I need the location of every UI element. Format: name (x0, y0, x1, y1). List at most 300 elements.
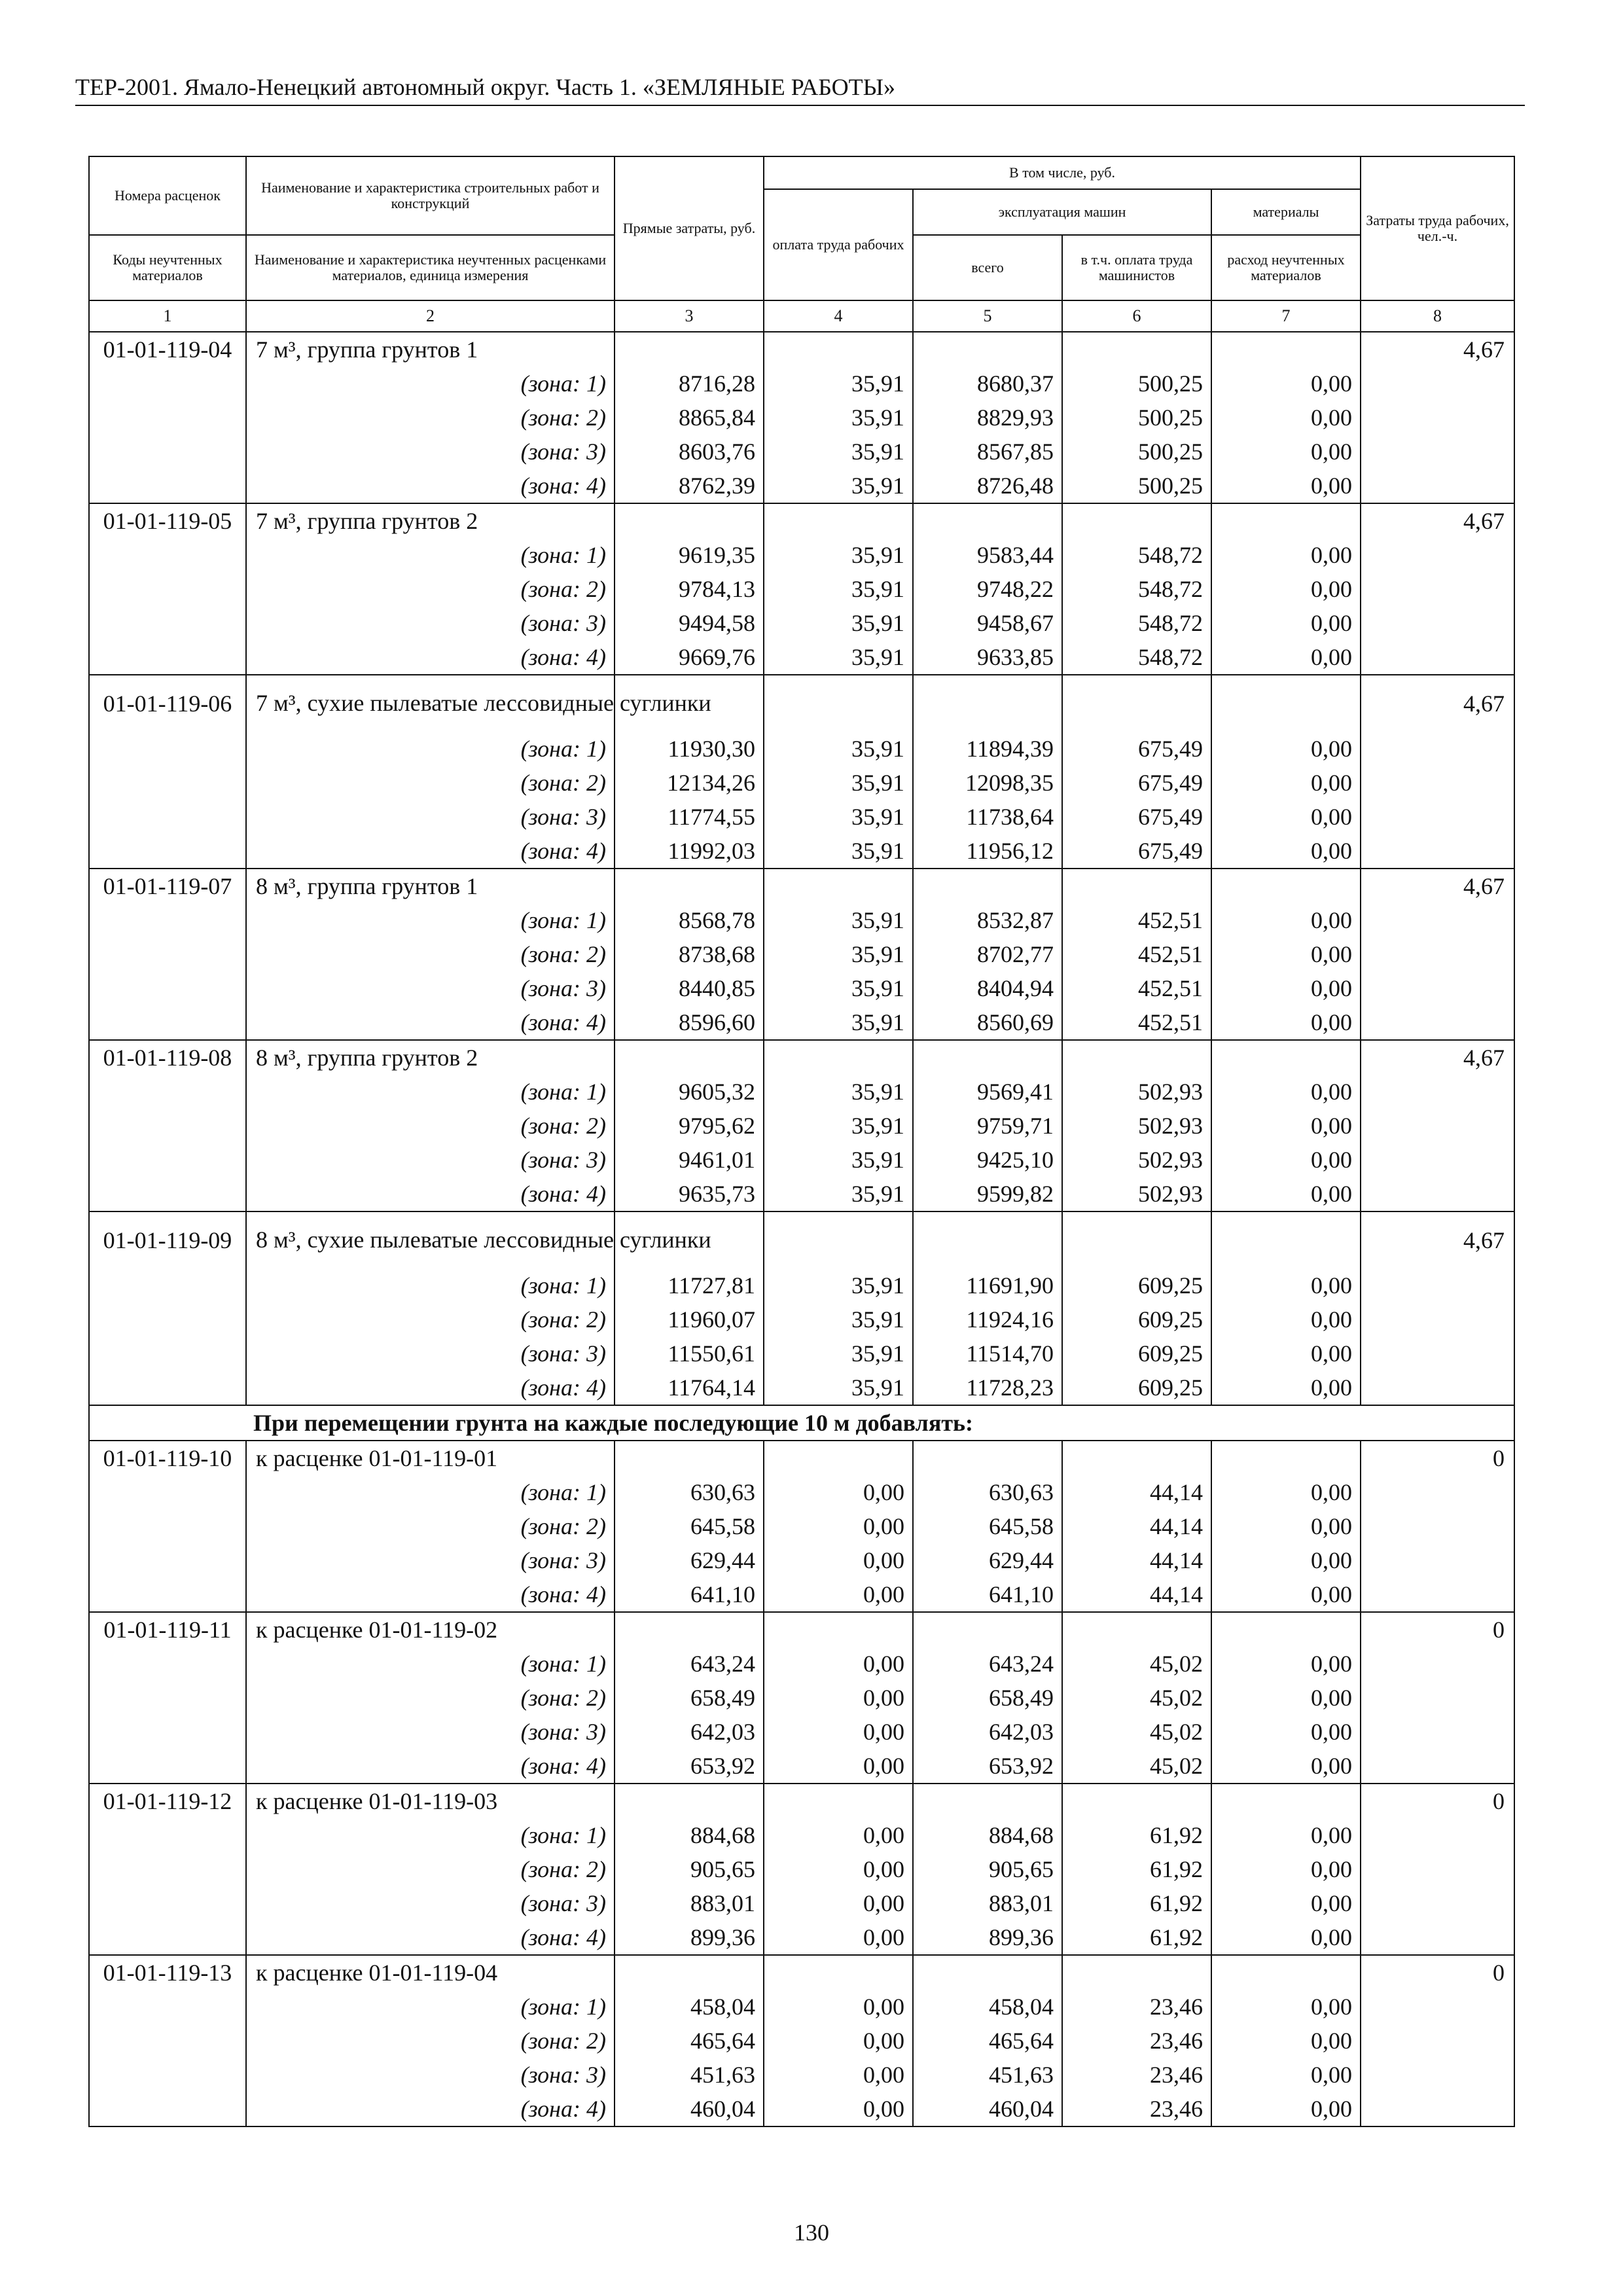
empty-cell (89, 1143, 246, 1177)
direct-cost: 9635,73 (615, 1177, 764, 1211)
empty-cell (1361, 1475, 1514, 1509)
zone-label: (зона: 4) (246, 1177, 615, 1211)
machine-cost-total: 11514,70 (913, 1336, 1062, 1371)
column-number: 7 (1211, 300, 1361, 332)
direct-cost: 641,10 (615, 1577, 764, 1612)
column-number: 6 (1062, 300, 1211, 332)
header-rule (75, 105, 1525, 106)
machine-cost-total: 458,04 (913, 1990, 1062, 2024)
machinist-wages: 500,25 (1062, 435, 1211, 469)
zone-label: (зона: 4) (246, 834, 615, 869)
column-number: 1 (89, 300, 246, 332)
worker-wages: 0,00 (764, 1886, 913, 1920)
price-table (88, 156, 1515, 2127)
empty-cell (913, 332, 1062, 367)
entry-code: 01-01-119-07 (89, 869, 246, 903)
empty-cell (1361, 1920, 1514, 1955)
zone-row (89, 1852, 1514, 1886)
empty-cell (1361, 834, 1514, 869)
zone-row (89, 1302, 1514, 1336)
header-col6: в т.ч. оплата труда машинистов (1062, 235, 1211, 300)
empty-cell (615, 1040, 764, 1075)
machine-cost-total: 9458,67 (913, 606, 1062, 640)
empty-cell (764, 1784, 913, 1818)
entry-header-row (89, 869, 1514, 903)
machinist-wages: 500,25 (1062, 367, 1211, 401)
direct-cost: 12134,26 (615, 766, 764, 800)
entry-name: к расценке 01-01-119-01 (246, 1441, 615, 1475)
zone-row (89, 1681, 1514, 1715)
empty-cell (615, 1612, 764, 1647)
machine-cost-total: 11691,90 (913, 1268, 1062, 1302)
worker-wages: 35,91 (764, 1371, 913, 1405)
empty-cell (1361, 401, 1514, 435)
unaccounted-materials: 0,00 (1211, 1509, 1361, 1543)
empty-cell (1361, 1005, 1514, 1040)
column-number-row (89, 300, 1514, 332)
machine-cost-total: 11728,23 (913, 1371, 1062, 1405)
unaccounted-materials: 0,00 (1211, 2092, 1361, 2126)
machine-cost-total: 451,63 (913, 2058, 1062, 2092)
empty-cell (89, 1371, 246, 1405)
entry-header-row (89, 1955, 1514, 1990)
header-group-including: В том числе, руб. (764, 156, 1361, 189)
empty-cell (1361, 1647, 1514, 1681)
entry-header-row (89, 332, 1514, 367)
unaccounted-materials: 0,00 (1211, 1543, 1361, 1577)
entry-name: к расценке 01-01-119-02 (246, 1612, 615, 1647)
empty-cell (615, 1784, 764, 1818)
unaccounted-materials: 0,00 (1211, 1371, 1361, 1405)
unaccounted-materials: 0,00 (1211, 937, 1361, 971)
zone-label: (зона: 2) (246, 1509, 615, 1543)
unaccounted-materials: 0,00 (1211, 435, 1361, 469)
machine-cost-total: 8829,93 (913, 401, 1062, 435)
machine-cost-total: 11894,39 (913, 732, 1062, 766)
unaccounted-materials: 0,00 (1211, 640, 1361, 675)
zone-row (89, 1177, 1514, 1211)
empty-cell (764, 675, 913, 732)
unaccounted-materials: 0,00 (1211, 401, 1361, 435)
entry-header-row (89, 1211, 1514, 1268)
header-col8: Затраты труда рабочих, чел.-ч. (1361, 156, 1514, 300)
direct-cost: 643,24 (615, 1647, 764, 1681)
price-table-wrapper (88, 156, 1514, 2127)
direct-cost: 8596,60 (615, 1005, 764, 1040)
zone-label: (зона: 1) (246, 1268, 615, 1302)
machine-cost-total: 884,68 (913, 1818, 1062, 1852)
zone-row (89, 2024, 1514, 2058)
entry-code: 01-01-119-09 (89, 1211, 246, 1268)
zone-label: (зона: 2) (246, 1109, 615, 1143)
worker-wages: 0,00 (764, 1990, 913, 2024)
empty-cell (1062, 675, 1211, 732)
machinist-wages: 609,25 (1062, 1371, 1211, 1405)
empty-cell (89, 1886, 246, 1920)
machinist-wages: 45,02 (1062, 1749, 1211, 1784)
zone-row (89, 1647, 1514, 1681)
entry-header-row (89, 1040, 1514, 1075)
empty-cell (1211, 869, 1361, 903)
empty-cell (913, 869, 1062, 903)
zone-row (89, 971, 1514, 1005)
machine-cost-total: 641,10 (913, 1577, 1062, 1612)
empty-cell (89, 1509, 246, 1543)
empty-cell (1062, 1612, 1211, 1647)
worker-wages: 0,00 (764, 1647, 913, 1681)
machinist-wages: 23,46 (1062, 1990, 1211, 2024)
entry-code: 01-01-119-06 (89, 675, 246, 732)
worker-wages: 35,91 (764, 367, 913, 401)
direct-cost: 9795,62 (615, 1109, 764, 1143)
worker-wages: 0,00 (764, 1681, 913, 1715)
worker-wages: 0,00 (764, 1920, 913, 1955)
empty-cell (1062, 332, 1211, 367)
unaccounted-materials: 0,00 (1211, 2024, 1361, 2058)
direct-cost: 8716,28 (615, 367, 764, 401)
empty-cell (89, 2092, 246, 2126)
zone-label: (зона: 4) (246, 640, 615, 675)
worker-wages: 0,00 (764, 1852, 913, 1886)
direct-cost: 8865,84 (615, 401, 764, 435)
machine-cost-total: 899,36 (913, 1920, 1062, 1955)
empty-cell (1361, 1336, 1514, 1371)
entry-code: 01-01-119-04 (89, 332, 246, 367)
direct-cost: 8568,78 (615, 903, 764, 937)
empty-cell (913, 1040, 1062, 1075)
empty-cell (1361, 1990, 1514, 2024)
machinist-wages: 500,25 (1062, 401, 1211, 435)
header-col7: расход неучтенных материалов (1211, 235, 1361, 300)
worker-wages: 35,91 (764, 1177, 913, 1211)
empty-cell (1361, 1268, 1514, 1302)
unaccounted-materials: 0,00 (1211, 834, 1361, 869)
entry-name: 8 м³, группа грунтов 2 (246, 1040, 615, 1075)
empty-cell (1361, 469, 1514, 503)
empty-cell (1361, 1577, 1514, 1612)
empty-cell (913, 1784, 1062, 1818)
empty-cell (1361, 937, 1514, 971)
zone-label: (зона: 4) (246, 1920, 615, 1955)
direct-cost: 9461,01 (615, 1143, 764, 1177)
empty-cell (764, 1612, 913, 1647)
direct-cost: 9494,58 (615, 606, 764, 640)
zone-label: (зона: 1) (246, 1818, 615, 1852)
empty-cell (89, 1852, 246, 1886)
empty-cell (1361, 903, 1514, 937)
machinist-wages: 452,51 (1062, 937, 1211, 971)
zone-label: (зона: 3) (246, 2058, 615, 2092)
worker-wages: 35,91 (764, 834, 913, 869)
machinist-wages: 675,49 (1062, 732, 1211, 766)
empty-cell (1211, 1211, 1361, 1268)
machinist-wages: 44,14 (1062, 1543, 1211, 1577)
direct-cost: 9669,76 (615, 640, 764, 675)
zone-label: (зона: 4) (246, 1577, 615, 1612)
empty-cell (89, 401, 246, 435)
machine-cost-total: 658,49 (913, 1681, 1062, 1715)
direct-cost: 653,92 (615, 1749, 764, 1784)
unaccounted-materials: 0,00 (1211, 1852, 1361, 1886)
empty-cell (1361, 2092, 1514, 2126)
machine-cost-total: 9599,82 (913, 1177, 1062, 1211)
empty-cell (1211, 503, 1361, 538)
machinist-wages: 61,92 (1062, 1886, 1211, 1920)
worker-wages: 35,91 (764, 1143, 913, 1177)
worker-wages: 35,91 (764, 606, 913, 640)
zone-row (89, 640, 1514, 675)
machine-cost-total: 9425,10 (913, 1143, 1062, 1177)
machinist-wages: 675,49 (1062, 800, 1211, 834)
unaccounted-materials: 0,00 (1211, 1075, 1361, 1109)
zone-row (89, 800, 1514, 834)
zone-row (89, 469, 1514, 503)
direct-cost: 630,63 (615, 1475, 764, 1509)
zone-label: (зона: 4) (246, 1005, 615, 1040)
empty-cell (913, 1441, 1062, 1475)
machinist-wages: 675,49 (1062, 834, 1211, 869)
zone-label: (зона: 3) (246, 1886, 615, 1920)
empty-cell (89, 1715, 246, 1749)
entry-code: 01-01-119-08 (89, 1040, 246, 1075)
empty-cell (615, 1441, 764, 1475)
empty-cell (1361, 1749, 1514, 1784)
machine-cost-total: 629,44 (913, 1543, 1062, 1577)
empty-cell (764, 869, 913, 903)
table-body-main (89, 332, 1514, 1405)
zone-row (89, 1475, 1514, 1509)
zone-row (89, 1509, 1514, 1543)
zone-label: (зона: 3) (246, 800, 615, 834)
unaccounted-materials: 0,00 (1211, 1109, 1361, 1143)
empty-cell (89, 1681, 246, 1715)
worker-wages: 35,91 (764, 766, 913, 800)
table-section (89, 1405, 1514, 1441)
empty-cell (1361, 640, 1514, 675)
zone-row (89, 1109, 1514, 1143)
empty-cell (89, 367, 246, 401)
empty-cell (764, 332, 913, 367)
entry-header-row (89, 1784, 1514, 1818)
direct-cost: 9619,35 (615, 538, 764, 572)
empty-cell (89, 766, 246, 800)
entry-name: 7 м³, группа грунтов 1 (246, 332, 615, 367)
entry-name: 7 м³, группа грунтов 2 (246, 503, 615, 538)
labor-cost: 0 (1361, 1612, 1514, 1647)
unaccounted-materials: 0,00 (1211, 1302, 1361, 1336)
zone-row (89, 834, 1514, 869)
zone-label: (зона: 3) (246, 1336, 615, 1371)
machine-cost-total: 12098,35 (913, 766, 1062, 800)
empty-cell (1062, 1441, 1211, 1475)
direct-cost: 9784,13 (615, 572, 764, 606)
direct-cost: 8738,68 (615, 937, 764, 971)
unaccounted-materials: 0,00 (1211, 1681, 1361, 1715)
worker-wages: 35,91 (764, 640, 913, 675)
direct-cost: 451,63 (615, 2058, 764, 2092)
worker-wages: 35,91 (764, 903, 913, 937)
direct-cost: 645,58 (615, 1509, 764, 1543)
zone-row (89, 1749, 1514, 1784)
zone-label: (зона: 4) (246, 1371, 615, 1405)
zone-label: (зона: 2) (246, 2024, 615, 2058)
zone-row (89, 1990, 1514, 2024)
worker-wages: 35,91 (764, 1336, 913, 1371)
direct-cost: 11727,81 (615, 1268, 764, 1302)
header-col2-top: Наименование и характеристика строительных работ и конструкций (246, 156, 615, 235)
machine-cost-total: 883,01 (913, 1886, 1062, 1920)
empty-cell (1361, 606, 1514, 640)
worker-wages: 0,00 (764, 1475, 913, 1509)
header-col2-bottom: Наименование и характеристика неучтенных расценками материалов, единица измерения (246, 235, 615, 300)
empty-cell (1361, 2058, 1514, 2092)
labor-cost: 0 (1361, 1441, 1514, 1475)
empty-cell (1211, 675, 1361, 732)
worker-wages: 35,91 (764, 469, 913, 503)
zone-label: (зона: 1) (246, 1075, 615, 1109)
machine-cost-total: 645,58 (913, 1509, 1062, 1543)
machinist-wages: 45,02 (1062, 1715, 1211, 1749)
worker-wages: 0,00 (764, 1543, 913, 1577)
zone-row (89, 1577, 1514, 1612)
machine-cost-total: 8404,94 (913, 971, 1062, 1005)
empty-cell (1361, 1715, 1514, 1749)
page-number: 130 (794, 2219, 829, 2246)
empty-cell (1361, 1177, 1514, 1211)
header-col1-bottom: Коды неучтенных материалов (89, 235, 246, 300)
worker-wages: 35,91 (764, 971, 913, 1005)
empty-cell (89, 1177, 246, 1211)
labor-cost: 0 (1361, 1955, 1514, 1990)
zone-label: (зона: 1) (246, 1647, 615, 1681)
zone-label: (зона: 3) (246, 1715, 615, 1749)
machinist-wages: 23,46 (1062, 2092, 1211, 2126)
zone-row (89, 1371, 1514, 1405)
zone-row (89, 1886, 1514, 1920)
entry-name: 8 м³, группа грунтов 1 (246, 869, 615, 903)
empty-cell (1062, 1784, 1211, 1818)
empty-cell (89, 1475, 246, 1509)
empty-cell (89, 903, 246, 937)
empty-cell (1361, 1075, 1514, 1109)
empty-cell (1361, 1509, 1514, 1543)
machinist-wages: 23,46 (1062, 2058, 1211, 2092)
empty-cell (1062, 1211, 1211, 1268)
zone-row (89, 606, 1514, 640)
machine-cost-total: 8726,48 (913, 469, 1062, 503)
zone-label: (зона: 2) (246, 937, 615, 971)
unaccounted-materials: 0,00 (1211, 1577, 1361, 1612)
empty-cell (89, 834, 246, 869)
machinist-wages: 23,46 (1062, 2024, 1211, 2058)
labor-cost: 4,67 (1361, 869, 1514, 903)
unaccounted-materials: 0,00 (1211, 1336, 1361, 1371)
unaccounted-materials: 0,00 (1211, 971, 1361, 1005)
worker-wages: 0,00 (764, 1818, 913, 1852)
table-body-additions (89, 1441, 1514, 2126)
empty-cell (89, 971, 246, 1005)
direct-cost: 11992,03 (615, 834, 764, 869)
empty-cell (1062, 869, 1211, 903)
worker-wages: 35,91 (764, 1109, 913, 1143)
empty-cell (1361, 572, 1514, 606)
machinist-wages: 609,25 (1062, 1336, 1211, 1371)
zone-row (89, 1543, 1514, 1577)
empty-cell (615, 869, 764, 903)
direct-cost: 629,44 (615, 1543, 764, 1577)
empty-cell (89, 1075, 246, 1109)
zone-row (89, 1268, 1514, 1302)
worker-wages: 35,91 (764, 1268, 913, 1302)
zone-row (89, 1005, 1514, 1040)
empty-cell (1361, 1681, 1514, 1715)
direct-cost: 642,03 (615, 1715, 764, 1749)
zone-label: (зона: 3) (246, 971, 615, 1005)
machinist-wages: 609,25 (1062, 1302, 1211, 1336)
labor-cost: 0 (1361, 1784, 1514, 1818)
unaccounted-materials: 0,00 (1211, 367, 1361, 401)
worker-wages: 35,91 (764, 732, 913, 766)
empty-cell (1361, 1543, 1514, 1577)
machinist-wages: 44,14 (1062, 1475, 1211, 1509)
empty-cell (1361, 1302, 1514, 1336)
zone-row (89, 1075, 1514, 1109)
worker-wages: 0,00 (764, 2058, 913, 2092)
empty-cell (1361, 367, 1514, 401)
unaccounted-materials: 0,00 (1211, 469, 1361, 503)
header-col4: оплата труда рабочих (764, 189, 913, 300)
empty-cell (913, 503, 1062, 538)
empty-cell (1211, 1955, 1361, 1990)
entry-name: к расценке 01-01-119-03 (246, 1784, 615, 1818)
empty-cell (89, 640, 246, 675)
worker-wages: 0,00 (764, 1749, 913, 1784)
empty-cell (764, 1040, 913, 1075)
zone-label: (зона: 4) (246, 2092, 615, 2126)
machinist-wages: 44,14 (1062, 1577, 1211, 1612)
empty-cell (89, 1990, 246, 2024)
empty-cell (1211, 1784, 1361, 1818)
empty-cell (1211, 1612, 1361, 1647)
empty-cell (89, 1577, 246, 1612)
unaccounted-materials: 0,00 (1211, 903, 1361, 937)
direct-cost: 905,65 (615, 1852, 764, 1886)
empty-cell (89, 1749, 246, 1784)
empty-cell (1211, 1040, 1361, 1075)
empty-cell (89, 800, 246, 834)
machinist-wages: 452,51 (1062, 903, 1211, 937)
entry-name: 7 м³, сухие пылеватые лессовидные суглинки (246, 675, 615, 732)
empty-cell (1361, 732, 1514, 766)
machine-cost-total: 8702,77 (913, 937, 1062, 971)
worker-wages: 35,91 (764, 800, 913, 834)
header-col5: всего (913, 235, 1062, 300)
zone-label: (зона: 3) (246, 1143, 615, 1177)
unaccounted-materials: 0,00 (1211, 1920, 1361, 1955)
empty-cell (89, 606, 246, 640)
labor-cost: 4,67 (1361, 1040, 1514, 1075)
zone-label: (зона: 1) (246, 903, 615, 937)
machine-cost-total: 630,63 (913, 1475, 1062, 1509)
worker-wages: 0,00 (764, 1715, 913, 1749)
column-number: 8 (1361, 300, 1514, 332)
entry-code: 01-01-119-05 (89, 503, 246, 538)
header-machines: эксплуатация машин (913, 189, 1211, 235)
column-number: 5 (913, 300, 1062, 332)
machinist-wages: 61,92 (1062, 1852, 1211, 1886)
empty-cell (89, 1268, 246, 1302)
zone-label: (зона: 4) (246, 1749, 615, 1784)
